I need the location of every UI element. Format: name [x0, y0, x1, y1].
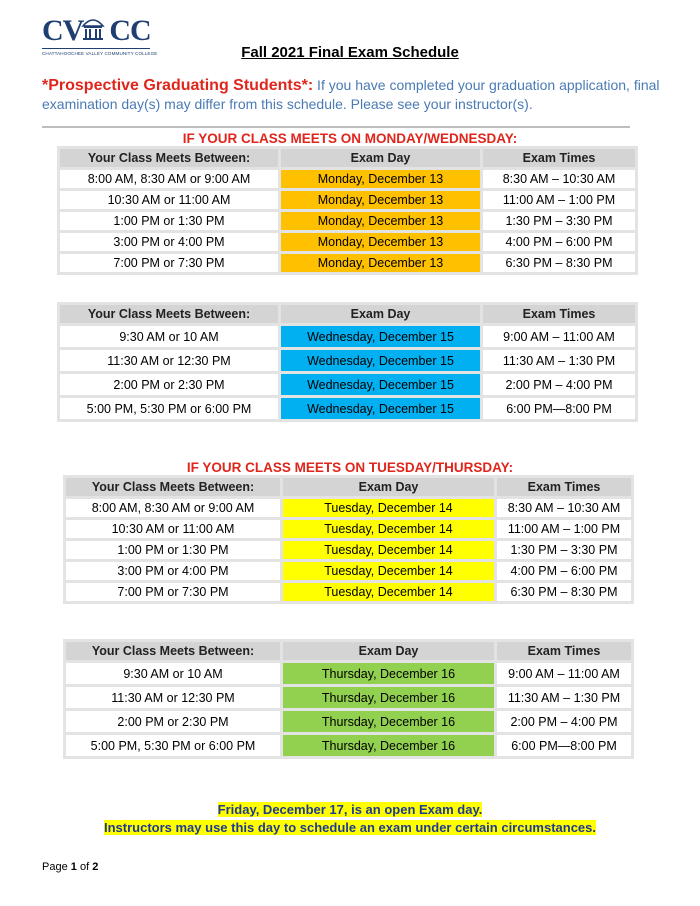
exam-time-cell: 6:30 PM – 8:30 PM	[497, 583, 631, 601]
table-row	[66, 735, 631, 756]
column-header: Exam Times	[483, 305, 635, 323]
table-row	[60, 254, 635, 272]
exam-day-cell: Tuesday, December 14	[283, 562, 494, 580]
column-header: Your Class Meets Between:	[66, 642, 280, 660]
exam-time-cell: 8:30 AM – 10:30 AM	[483, 170, 635, 188]
column-header: Exam Day	[281, 305, 480, 323]
section-heading-tue-thu: IF YOUR CLASS MEETS ON TUESDAY/THURSDAY:	[186, 460, 514, 475]
exam-day-cell: Tuesday, December 14	[283, 583, 494, 601]
exam-day-cell: Wednesday, December 15	[281, 350, 480, 371]
exam-time-cell: 6:00 PM—8:00 PM	[483, 398, 635, 419]
class-time-cell: 11:30 AM or 12:30 PM	[66, 687, 280, 708]
divider	[42, 126, 630, 128]
class-time-cell: 2:00 PM or 2:30 PM	[66, 711, 280, 732]
notice-lead: *Prospective Graduating Students*:	[42, 77, 314, 94]
class-time-cell: 7:00 PM or 7:30 PM	[60, 254, 278, 272]
exam-time-cell: 4:00 PM – 6:00 PM	[483, 233, 635, 251]
table-header-row	[66, 478, 631, 496]
schedule-table-tuesday	[63, 475, 634, 604]
exam-time-cell: 1:30 PM – 3:30 PM	[497, 541, 631, 559]
exam-time-cell: 11:30 AM – 1:30 PM	[483, 350, 635, 371]
open-day-line-1: Friday, December 17, is an open Exam day.	[217, 802, 483, 817]
logo-subtitle: CHATTAHOOCHEE VALLEY COMMUNITY COLLEGE	[42, 51, 158, 56]
exam-time-cell: 11:00 AM – 1:00 PM	[497, 520, 631, 538]
class-time-cell: 9:30 AM or 10 AM	[66, 663, 280, 684]
logo-letters-left: CV	[42, 14, 84, 47]
exam-day-cell: Tuesday, December 14	[283, 520, 494, 538]
column-header: Your Class Meets Between:	[60, 149, 278, 167]
exam-time-cell: 9:00 AM – 11:00 AM	[483, 326, 635, 347]
table-header-row	[60, 305, 635, 323]
page-number: 1	[70, 861, 77, 873]
page-of-label: of	[79, 861, 90, 873]
open-exam-day-note	[0, 801, 700, 837]
table-row	[66, 583, 631, 601]
class-time-cell: 8:00 AM, 8:30 AM or 9:00 AM	[60, 170, 278, 188]
class-time-cell: 8:00 AM, 8:30 AM or 9:00 AM	[66, 499, 280, 517]
exam-time-cell: 1:30 PM – 3:30 PM	[483, 212, 635, 230]
graduating-notice	[42, 76, 662, 114]
exam-day-cell: Wednesday, December 15	[281, 374, 480, 395]
exam-day-cell: Thursday, December 16	[283, 711, 494, 732]
notice-text: If you have completed your graduation application, final examination day(s) may differ from this schedule. Please see your instructor(s).	[42, 77, 660, 112]
table-row	[60, 212, 635, 230]
table-row	[66, 541, 631, 559]
exam-day-cell: Tuesday, December 14	[283, 541, 494, 559]
building-icon	[78, 12, 108, 42]
class-time-cell: 10:30 AM or 11:00 AM	[66, 520, 280, 538]
table-row	[66, 499, 631, 517]
column-header: Your Class Meets Between:	[66, 478, 280, 496]
table-row	[60, 191, 635, 209]
exam-time-cell: 6:00 PM—8:00 PM	[497, 735, 631, 756]
table-row	[66, 687, 631, 708]
table-header-row	[66, 642, 631, 660]
table-row	[60, 170, 635, 188]
class-time-cell: 7:00 PM or 7:30 PM	[66, 583, 280, 601]
exam-day-cell: Monday, December 13	[281, 170, 480, 188]
open-day-line-2: Instructors may use this day to schedule an exam under certain circumstances.	[103, 820, 596, 835]
exam-time-cell: 6:30 PM – 8:30 PM	[483, 254, 635, 272]
class-time-cell: 5:00 PM, 5:30 PM or 6:00 PM	[60, 398, 278, 419]
exam-day-cell: Monday, December 13	[281, 254, 480, 272]
exam-time-cell: 2:00 PM – 4:00 PM	[483, 374, 635, 395]
exam-time-cell: 2:00 PM – 4:00 PM	[497, 711, 631, 732]
schedule-table-monday	[57, 146, 638, 275]
table-row	[66, 711, 631, 732]
schedule-table-wednesday	[57, 302, 638, 422]
table-row	[60, 374, 635, 395]
exam-day-cell: Thursday, December 16	[283, 735, 494, 756]
column-header: Exam Day	[283, 478, 494, 496]
page-total: 2	[92, 861, 99, 873]
table-row	[60, 350, 635, 371]
logo-letters-right: CC	[109, 14, 151, 47]
class-time-cell: 11:30 AM or 12:30 PM	[60, 350, 278, 371]
table-row	[66, 663, 631, 684]
class-time-cell: 9:30 AM or 10 AM	[60, 326, 278, 347]
class-time-cell: 10:30 AM or 11:00 AM	[60, 191, 278, 209]
exam-day-cell: Wednesday, December 15	[281, 326, 480, 347]
table-row	[60, 398, 635, 419]
column-header: Exam Times	[483, 149, 635, 167]
exam-day-cell: Tuesday, December 14	[283, 499, 494, 517]
class-time-cell: 2:00 PM or 2:30 PM	[60, 374, 278, 395]
column-header: Exam Times	[497, 642, 631, 660]
exam-day-cell: Wednesday, December 15	[281, 398, 480, 419]
class-time-cell: 3:00 PM or 4:00 PM	[66, 562, 280, 580]
page-footer	[42, 861, 98, 873]
exam-day-cell: Monday, December 13	[281, 212, 480, 230]
exam-day-cell: Monday, December 13	[281, 191, 480, 209]
exam-time-cell: 8:30 AM – 10:30 AM	[497, 499, 631, 517]
class-time-cell: 1:00 PM or 1:30 PM	[60, 212, 278, 230]
column-header: Exam Day	[283, 642, 494, 660]
exam-time-cell: 11:30 AM – 1:30 PM	[497, 687, 631, 708]
exam-time-cell: 4:00 PM – 6:00 PM	[497, 562, 631, 580]
exam-day-cell: Thursday, December 16	[283, 687, 494, 708]
class-time-cell: 1:00 PM or 1:30 PM	[66, 541, 280, 559]
table-row	[60, 233, 635, 251]
class-time-cell: 3:00 PM or 4:00 PM	[60, 233, 278, 251]
column-header: Your Class Meets Between:	[60, 305, 278, 323]
exam-day-cell: Thursday, December 16	[283, 663, 494, 684]
section-heading-mon-wed: IF YOUR CLASS MEETS ON MONDAY/WEDNESDAY:	[182, 131, 518, 146]
exam-time-cell: 9:00 AM – 11:00 AM	[497, 663, 631, 684]
schedule-table-thursday	[63, 639, 634, 759]
exam-time-cell: 11:00 AM – 1:00 PM	[483, 191, 635, 209]
table-row	[60, 326, 635, 347]
table-header-row	[60, 149, 635, 167]
column-header: Exam Day	[281, 149, 480, 167]
exam-day-cell: Monday, December 13	[281, 233, 480, 251]
page-title: Fall 2021 Final Exam Schedule	[241, 44, 459, 61]
column-header: Exam Times	[497, 478, 631, 496]
table-row	[66, 520, 631, 538]
class-time-cell: 5:00 PM, 5:30 PM or 6:00 PM	[66, 735, 280, 756]
page-label: Page	[42, 861, 68, 873]
table-row	[66, 562, 631, 580]
